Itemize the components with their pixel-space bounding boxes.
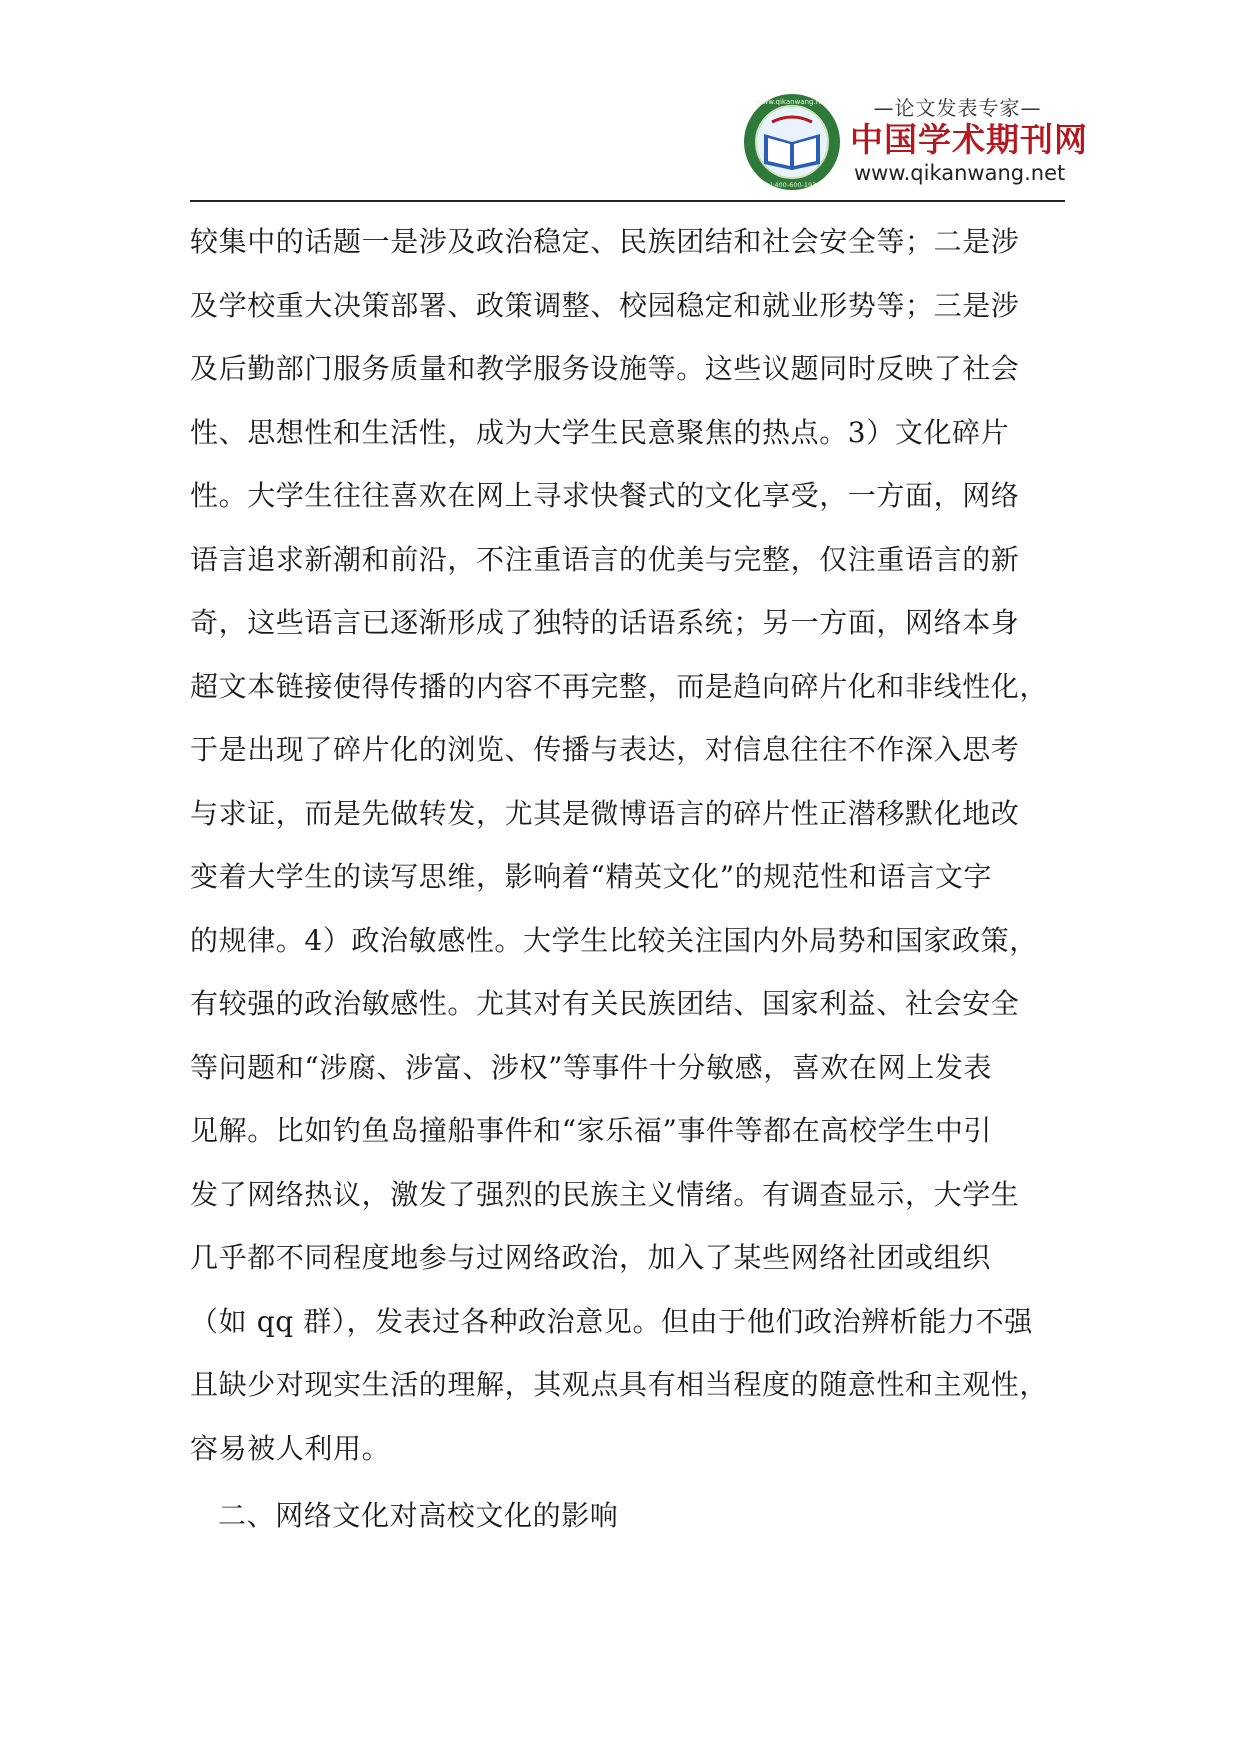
header-divider [190,200,1065,202]
page-header [190,90,1088,202]
svg-text:Tel:400-600-1933: Tel:400-600-1933 [763,181,821,189]
body-line: 容易被人利用。 [190,1431,391,1465]
body-line: 奇，这些语言已逐渐形成了独特的话语系统；另一方面，网络本身 [190,606,1020,639]
body-line: 几乎都不同程度地参与过网络政治，加入了某些网络社团或组织 [190,1241,991,1274]
body-line: 见解。比如钓鱼岛撞船事件和“家乐福”事件等都在高校学生中引 [190,1114,993,1147]
body-line: 与求证，而是先做转发，尤其是微博语言的碎片性正潜移默化地改 [190,796,1020,830]
logo-url: www.qikanwang.net [854,161,1066,185]
body-line: 变着大学生的读写思维，影响着“精英文化”的规范性和语言文字 [190,860,993,893]
body-line: 于是出现了碎片化的浏览、传播与表达，对信息往往不作深入思考 [190,733,1020,766]
body-line: 发了网络热议，激发了强烈的民族主义情绪。有调查显示，大学生 [190,1177,1020,1211]
svg-text:www.qikanwang.net: www.qikanwang.net [756,98,828,106]
logo-text-block [850,96,1088,196]
body-line: 语言追求新潮和前沿，不注重语言的优美与完整，仅注重语言的新 [190,542,1020,576]
open-book-globe-emblem-icon [742,92,842,192]
body-line: 及学校重大决策部署、政策调整、校园稳定和就业形势等；三是涉 [190,288,1020,322]
body-line: 及后勤部门服务质量和教学服务设施等。这些议题同时反映了社会 [190,352,1020,385]
body-line: 性、思想性和生活性，成为大学生民意聚焦的热点。3）文化碎片 [190,415,1010,449]
body-line: 有较强的政治敏感性。尤其对有关民族团结、国家利益、社会安全 [190,987,1020,1020]
logo-name: 中国学术期刊网 [850,120,1088,159]
logo-tagline: —论文发表专家— [873,96,1042,120]
body-text [190,210,1050,1548]
body-line: 的规律。4）政治敏感性。大学生比较关注国内外局势和国家政策， [190,923,1038,957]
body-line: （如 qq 群），发表过各种政治意见。但由于他们政治辨析能力不强 [190,1304,1033,1338]
body-line: 超文本链接使得传播的内容不再完整，而是趋向碎片化和非线性化， [190,669,1049,703]
body-line: 性。大学生往往喜欢在网上寻求快餐式的文化享受，一方面，网络 [190,479,1020,512]
section-heading: 二、网络文化对高校文化的影响 [218,1499,619,1532]
body-line: 等问题和“涉腐、涉富、涉权”等事件十分敏感，喜欢在网上发表 [190,1050,993,1084]
body-line: 且缺少对现实生活的理解，其观点具有相当程度的随意性和主观性， [190,1368,1049,1401]
body-line: 较集中的话题一是涉及政治稳定、民族团结和社会安全等；二是涉 [190,225,1020,258]
